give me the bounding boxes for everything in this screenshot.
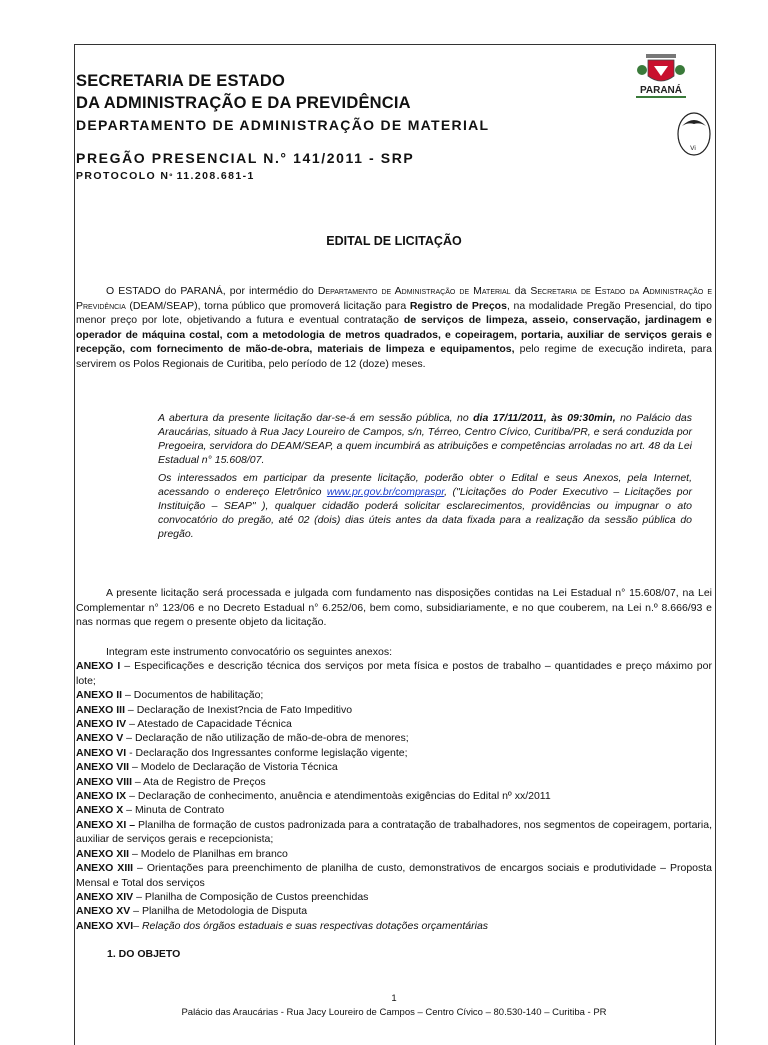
annex-label: ANEXO VIII bbox=[76, 775, 133, 788]
intro-text-c: (DEAM/SEAP), torna público que promoverá licitação para bbox=[125, 299, 410, 312]
page-footer bbox=[76, 992, 712, 1020]
annex-text: – Ata de Registro de Preços bbox=[132, 775, 266, 788]
annex-text: – Minuta de Contrato bbox=[123, 804, 225, 817]
document-title: EDITAL DE LICITAÇÃO bbox=[326, 234, 462, 248]
annex-text: – Declaração de Inexist?ncia de Fato Impeditivo bbox=[125, 703, 353, 716]
annex-item bbox=[76, 818, 712, 847]
quote-session-date: dia 17/11/2011, às 09:30min, bbox=[473, 412, 616, 424]
annex-item bbox=[76, 659, 712, 688]
annex-text: – Modelo de Declaração de Vistoria Técnica bbox=[129, 761, 338, 774]
annex-label: ANEXO XVI bbox=[76, 919, 134, 932]
annex-text: – Modelo de Planilhas em branco bbox=[129, 847, 288, 860]
intro-dept: Departamento de Administração de Material bbox=[317, 285, 511, 297]
quote-session-a: A abertura da presente licitação dar-se-á em sessão pública, no bbox=[158, 412, 474, 424]
logo-text: PARANÁ bbox=[639, 85, 683, 96]
pregao-number: PREGÃO PRESENCIAL N.° 141/2011 - SRP bbox=[76, 150, 415, 166]
footer-address: Palácio das Araucárias - Rua Jacy Loureiro de Campos – Centro Cívico – 80.530-140 – Curitiba - PR bbox=[181, 1007, 607, 1018]
annex-label: ANEXO X bbox=[76, 804, 124, 817]
annex-item bbox=[76, 746, 712, 760]
annex-label: ANEXO XV bbox=[76, 905, 131, 918]
annex-text: – Planilha de Composição de Custos preenchidas bbox=[133, 890, 369, 903]
legal-paragraph: A presente licitação será processada e julgada com fundamento nas disposições contidas na Lei Estadual n° 15.608/07, na Lei Complementar n° 123/06 e no Decreto Estadual n° 6.252/06, bem como, subsidiariamente, e no que couberem, na Lei n.º 8.666/93 e nas normas que regem o presente objeto da licitação. bbox=[76, 587, 712, 629]
header-secretaria: SECRETARIA DE ESTADO bbox=[76, 72, 286, 90]
annex-text: – Declaração de conhecimento, anuência e atendimentoàs exigências do Edital nº xx/2011 bbox=[126, 790, 551, 803]
annex-text: – Atestado de Capacidade Técnica bbox=[126, 718, 292, 731]
annex-item bbox=[76, 688, 712, 702]
header-administracao: DA ADMINISTRAÇÃO E DA PREVIDÊNCIA bbox=[76, 94, 411, 112]
intro-registro: Registro de Preços bbox=[409, 299, 507, 312]
annex-label: ANEXO XIV bbox=[76, 890, 134, 903]
annex-text: – Relação dos órgãos estaduais e suas respectivas dotações orçamentárias bbox=[133, 919, 489, 932]
intro-text-e: pelo regime de execução indireta, para servirem os Polos Regionais de Curitiba, pelo período de 12 (doze) meses. bbox=[76, 343, 712, 370]
annex-text: – Planilha de Metodologia de Disputa bbox=[130, 905, 308, 918]
quote-session bbox=[158, 411, 692, 467]
header-departamento: DEPARTAMENTO DE ADMINISTRAÇÃO DE MATERIAL bbox=[76, 117, 490, 133]
intro-text-d: , na modalidade Pregão Presencial, do tipo menor preço por lote, objetivando a futura e eventual contratação bbox=[76, 299, 712, 327]
annex-item bbox=[76, 904, 712, 918]
quote-interested-a: Os interessados em participar da presente licitação, poderão obter o Edital e seus Anexos, pela Internet, acessando o endereço Eletrônico bbox=[158, 472, 692, 498]
annex-item bbox=[76, 789, 712, 803]
annex-text: – Especificações e descrição técnica dos serviços por meta física e postos de trabalho – quantidades e preço máximo por lote; bbox=[76, 660, 712, 687]
document-header bbox=[76, 70, 596, 185]
annex-item bbox=[76, 703, 712, 717]
annex-list bbox=[76, 645, 712, 933]
annex-item bbox=[76, 919, 712, 933]
annex-label: ANEXO II bbox=[76, 689, 123, 702]
protocolo-value: 11.208.681-1 bbox=[176, 170, 255, 182]
annex-item bbox=[76, 803, 712, 817]
annex-label: ANEXO IX bbox=[76, 790, 127, 803]
annex-item bbox=[76, 861, 712, 890]
annex-text: - Declaração dos Ingressantes conforme legislação vigente; bbox=[126, 746, 408, 759]
annex-item bbox=[76, 717, 712, 731]
annex-label: ANEXO XI – bbox=[76, 818, 136, 831]
section-objeto-title: 1. DO OBJETO bbox=[107, 948, 181, 960]
annex-label: ANEXO III bbox=[76, 703, 126, 716]
quote-interested bbox=[158, 471, 692, 541]
annex-item bbox=[76, 760, 712, 774]
annex-text: – Documentos de habilitação; bbox=[122, 689, 264, 702]
quote-block bbox=[158, 411, 692, 545]
annex-items bbox=[76, 659, 712, 933]
protocolo-sup: º bbox=[169, 172, 173, 181]
annex-item bbox=[76, 775, 712, 789]
annex-label: ANEXO VII bbox=[76, 761, 130, 774]
intro-text-a: O ESTADO do PARANÁ, por intermédio do bbox=[106, 285, 318, 297]
parana-logo bbox=[626, 52, 696, 102]
intro-secretaria: Secretaria de Estado da Administração e Previdência bbox=[76, 285, 713, 312]
annex-text: – Orientações para preenchimento de planilha de custo, demonstrativos de encargos sociais e produtividade – Proposta Mensal e Total dos serviços bbox=[76, 862, 713, 889]
quote-interested-b: , ("Licitações do Poder Executivo – Licitações por Instituição – SEAP" ), qualquer cidadão poderá solicitar esclarecimentos, providências ou impugnar o ato convocatório do pregão, até 02 (dois) dias úteis antes da data fixada para a realização da sessão pública do pregão. bbox=[158, 486, 692, 540]
intro-text-b: da bbox=[510, 285, 531, 297]
intro-object: de serviços de limpeza, asseio, conservação, jardinagem e operador de máquina costal, com a metodologia de metros quadrados, e copeiragem, portaria, auxiliar de serviços gerais e recepção, com fornecimento de mão-de-obra, materiais de limpeza e equipamentos, bbox=[76, 314, 712, 356]
annex-label: ANEXO IV bbox=[76, 718, 127, 731]
annex-label: ANEXO VI bbox=[76, 746, 127, 759]
annex-text: – Declaração de não utilização de mão-de-obra de menores; bbox=[123, 732, 409, 745]
annex-label: ANEXO XIII bbox=[76, 862, 134, 875]
annex-text: Planilha de formação de custos padronizada para a contratação de trabalhadores, nos segmentos de copeiragem, portaria, auxiliar de serviços gerais e recepcionista; bbox=[76, 818, 712, 846]
compraspr-link[interactable]: www.pr.gov.br/compraspr bbox=[326, 486, 445, 498]
quote-session-b: no Palácio das Araucárias, situado à Rua Jacy Loureiro de Campos, s/n, Térreo, Centro Cívico, Curitiba/PR, e será conduzida por Pregoeira, servidora do DEAM/SEAP, a quem incumbirá as atribuições e competências arroladas no art. 48 da Lei Estadual n° 15.608/07. bbox=[158, 412, 692, 466]
annex-label: ANEXO I bbox=[76, 660, 121, 673]
annex-label: ANEXO XII bbox=[76, 847, 130, 860]
annex-intro: Integram este instrumento convocatório os seguintes anexos: bbox=[106, 646, 392, 658]
protocolo-line bbox=[76, 168, 596, 185]
protocolo-label: PROTOCOLO N bbox=[76, 170, 170, 182]
intro-paragraph bbox=[76, 284, 712, 372]
annex-item bbox=[76, 731, 712, 745]
annex-item bbox=[76, 847, 712, 861]
annex-label: ANEXO V bbox=[76, 732, 124, 745]
official-seal bbox=[676, 112, 712, 162]
seal-text: Vi bbox=[690, 145, 696, 152]
page-number: 1 bbox=[391, 993, 397, 1004]
annex-item bbox=[76, 890, 712, 904]
